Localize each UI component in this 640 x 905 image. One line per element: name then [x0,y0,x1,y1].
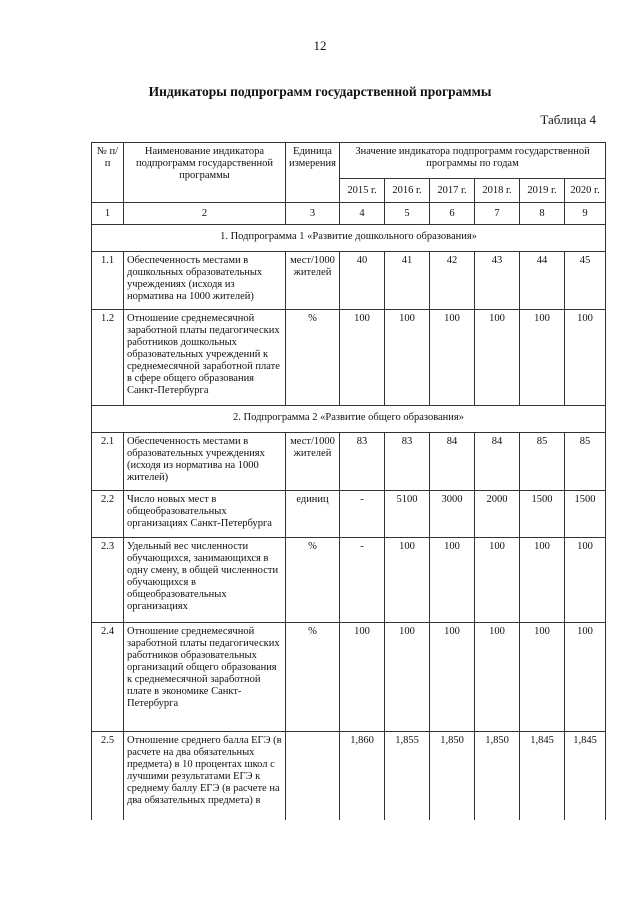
unit: % [286,310,340,406]
table-row [92,732,606,820]
unit [286,732,340,820]
indicator-value: 1,855 [385,732,430,820]
indicator-value: 100 [520,310,565,406]
indicator-value: 44 [520,252,565,310]
indicator-name: Обеспеченность местами в образовательных учреждениях (исходя из норматива на 1000 жителей) [124,433,286,491]
indicator-value: 3000 [430,491,475,538]
column-number: 4 [340,203,385,225]
unit: % [286,623,340,732]
row-number: 2.3 [92,538,124,623]
indicator-name: Отношение среднемесячной заработной платы педагогических работников дошкольных образовательных учреждений к среднемесячной заработной плате в сфере общего образования Санкт-Петербурга [124,310,286,406]
indicator-value: 41 [385,252,430,310]
table-row [92,310,606,406]
column-number: 8 [520,203,565,225]
row-number: 2.2 [92,491,124,538]
indicator-value: 100 [565,310,606,406]
document-title: Индикаторы подпрограмм государственной программы [148,84,492,99]
unit: % [286,538,340,623]
header-name: Наименование индикатора подпрограмм государственной программы [124,143,286,203]
column-number: 9 [565,203,606,225]
indicator-value: 84 [430,433,475,491]
section-title: 1. Подпрограмма 1 «Развитие дошкольного образования» [92,225,606,252]
indicator-name: Отношение среднего балла ЕГЭ (в расчете на два обязательных предмета) в 10 процентах школ с лучшими результатами ЕГЭ к среднему баллу ЕГЭ (в расчете на два обязательных предмета) в [124,732,286,820]
table-label: Таблица 4 [540,112,596,127]
indicator-value: 100 [340,310,385,406]
table-row [92,252,606,310]
indicator-value: 85 [520,433,565,491]
column-number: 1 [92,203,124,225]
column-numbers-row [92,203,606,225]
column-number: 6 [430,203,475,225]
row-number: 2.1 [92,433,124,491]
header-year: 2018 г. [475,179,520,203]
column-number: 5 [385,203,430,225]
indicator-value: 1,860 [340,732,385,820]
indicator-value: 100 [520,538,565,623]
header-unit: Единица измерения [286,143,340,203]
unit: мест/1000 жителей [286,433,340,491]
column-number: 2 [124,203,286,225]
section-row [92,406,606,433]
table-row [92,433,606,491]
indicator-name: Удельный вес численности обучающихся, занимающихся в одну смену, в общей численности обучающихся в общеобразовательных организациях [124,538,286,623]
section-title: 2. Подпрограмма 2 «Развитие общего образования» [92,406,606,433]
indicator-name: Отношение среднемесячной заработной платы педагогических работников образовательных организаций общего образования к среднемесячной заработной плате в экономике Санкт-Петербурга [124,623,286,732]
indicator-value: 100 [430,623,475,732]
indicator-value: 45 [565,252,606,310]
indicator-value: 100 [475,538,520,623]
indicator-value: 100 [565,538,606,623]
header-year: 2019 г. [520,179,565,203]
header-year: 2016 г. [385,179,430,203]
table-row [92,538,606,623]
unit: единиц [286,491,340,538]
indicator-value: 100 [430,538,475,623]
header-year: 2017 г. [430,179,475,203]
indicator-value: 100 [520,623,565,732]
row-number: 1.1 [92,252,124,310]
indicator-value: 1,845 [565,732,606,820]
indicator-value: 100 [565,623,606,732]
table-row [92,623,606,732]
indicator-value: 1,845 [520,732,565,820]
header-num: № п/п [92,143,124,203]
indicator-value: 5100 [385,491,430,538]
indicator-value: 83 [385,433,430,491]
indicator-value: 100 [385,623,430,732]
table-row [92,491,606,538]
indicator-value: 1500 [520,491,565,538]
indicator-value: 40 [340,252,385,310]
indicator-value: 42 [430,252,475,310]
indicator-value: 1,850 [430,732,475,820]
indicator-name: Обеспеченность местами в дошкольных образовательных учреждениях (исходя из норматива на 1000 жителей) [124,252,286,310]
indicator-value: 83 [340,433,385,491]
indicator-value: 1500 [565,491,606,538]
header-year: 2015 г. [340,179,385,203]
indicators-table [91,142,606,820]
table-body [92,225,606,820]
row-number: 2.4 [92,623,124,732]
column-number: 7 [475,203,520,225]
indicator-value: 1,850 [475,732,520,820]
indicator-value: - [340,491,385,538]
section-row [92,225,606,252]
indicator-value: 43 [475,252,520,310]
indicator-value: - [340,538,385,623]
unit: мест/1000 жителей [286,252,340,310]
indicator-value: 100 [430,310,475,406]
indicator-value: 100 [475,623,520,732]
indicator-value: 100 [340,623,385,732]
header-year: 2020 г. [565,179,606,203]
header-values-group: Значение индикатора подпрограмм государственной программы по годам [340,143,606,179]
indicator-value: 100 [475,310,520,406]
indicator-name: Число новых мест в общеобразовательных организациях Санкт-Петербурга [124,491,286,538]
indicator-value: 100 [385,310,430,406]
indicator-value: 84 [475,433,520,491]
indicator-value: 85 [565,433,606,491]
column-number: 3 [286,203,340,225]
page-number: 12 [313,38,327,53]
indicator-value: 2000 [475,491,520,538]
row-number: 2.5 [92,732,124,820]
indicator-value: 100 [385,538,430,623]
row-number: 1.2 [92,310,124,406]
